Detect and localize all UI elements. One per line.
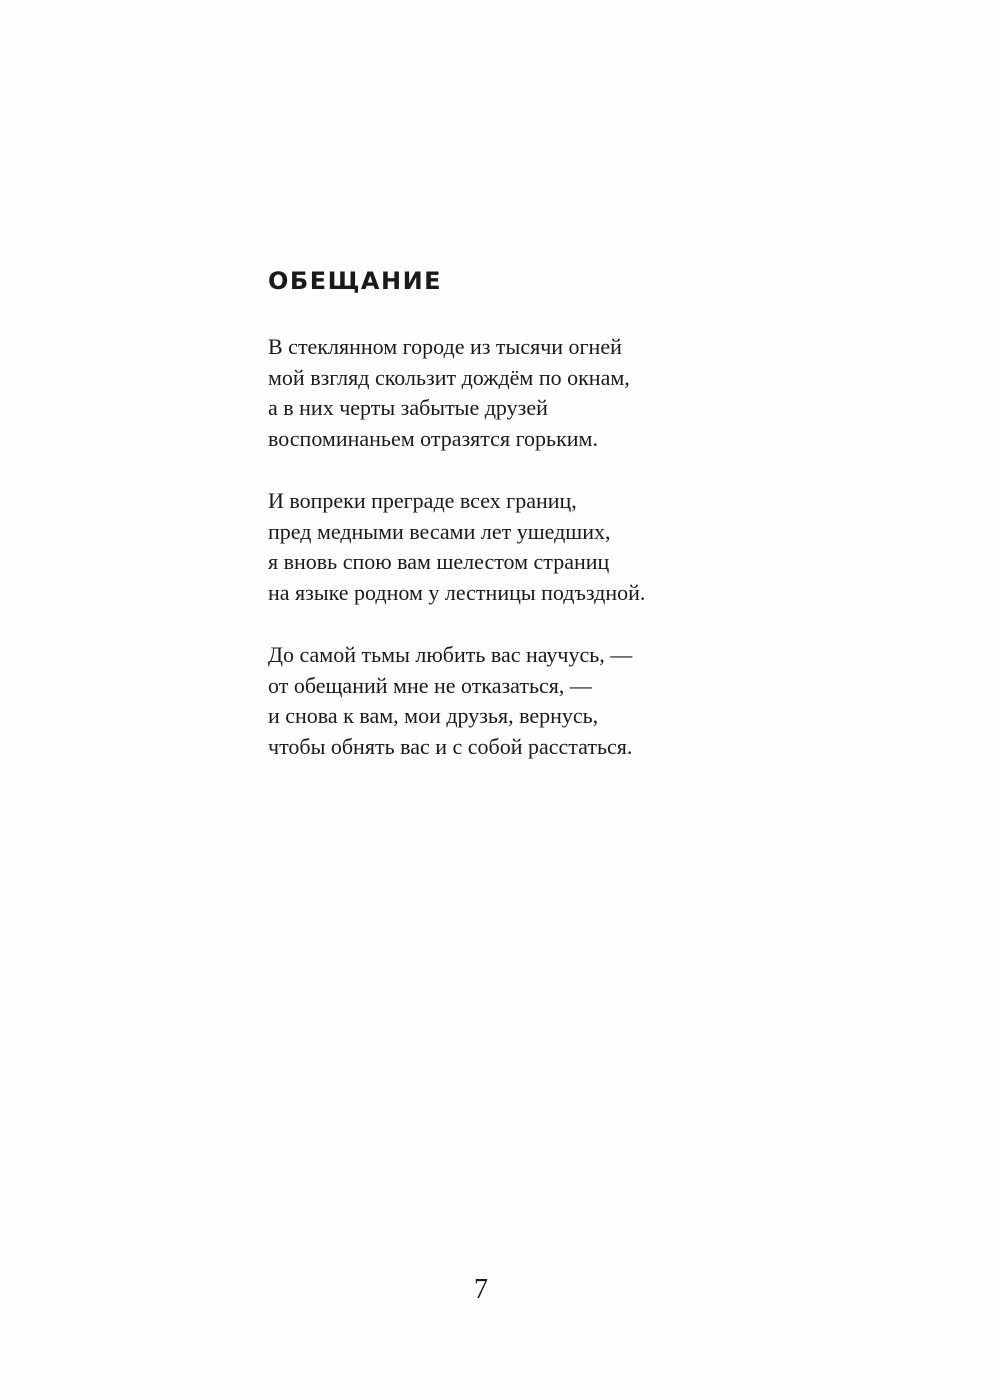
- stanza-1: [268, 332, 868, 454]
- poem: [268, 262, 868, 794]
- poem-line: от обещаний мне не отказаться, —: [268, 672, 592, 698]
- page-number: 7: [474, 1274, 488, 1305]
- stanza-3: [268, 640, 868, 762]
- poem-line: И вопреки преграде всех границ,: [268, 488, 577, 513]
- poem-line: а в них черты забытые друзей: [268, 395, 548, 420]
- poem-line: пред медными весами лет ушедших,: [268, 518, 611, 544]
- poem-line: чтобы обнять вас и с собой расстаться.: [268, 733, 633, 759]
- stanza-2: [268, 486, 868, 608]
- poem-line: на языке родном у лестницы подъздной.: [268, 579, 646, 605]
- poem-line: воспоминаньем отразятся горьким.: [268, 425, 598, 451]
- poem-line: и снова к вам, мои друзья, вернусь,: [268, 703, 599, 728]
- poem-line: До самой тьмы любить вас научусь, —: [268, 642, 633, 667]
- poem-line: В стеклянном городе из тысячи огней: [268, 334, 622, 359]
- poem-title: ОБЕЩАНИЕ: [268, 267, 443, 295]
- poem-line: мой взгляд скользит дождём по окнам,: [268, 364, 630, 390]
- poem-line: я вновь спою вам шелестом страниц: [268, 549, 610, 574]
